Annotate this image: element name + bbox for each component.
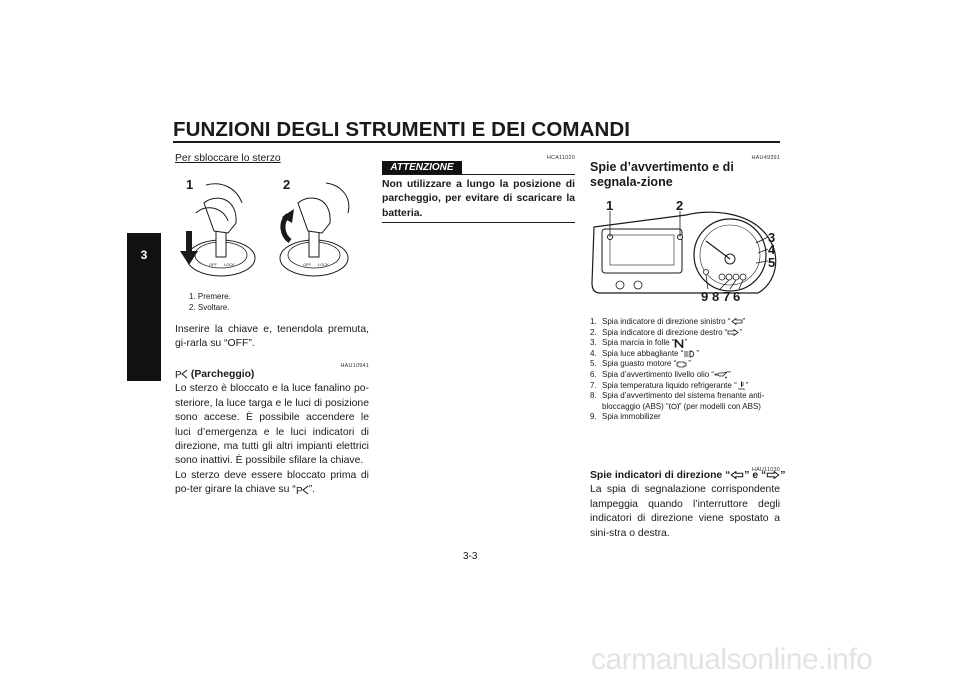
cluster-callout: 7 <box>723 289 731 304</box>
caption-item: 2. Svoltare. <box>189 302 230 312</box>
caption-item: 4. Spia luce abbagliante “ ” <box>590 348 700 358</box>
turn-signal-section <box>590 469 786 541</box>
cluster-callout: 4 <box>768 242 776 257</box>
ref-code: HCA11020 <box>546 155 575 161</box>
instrument-cluster-figure <box>590 197 780 315</box>
turn-signal-text: La spia di segnalazione corrispondente lampeggia quando l’interruttore degli indicatori di direzione viene spostato a sini-stra o destra. <box>590 484 780 539</box>
figure-callout-1: 1 <box>186 177 194 192</box>
svg-text:P: P <box>175 370 182 380</box>
coolant-temp-icon <box>737 381 746 390</box>
key-label-lock-right: LOCK <box>318 262 329 267</box>
left-column <box>175 152 369 166</box>
key-label-lock-left: LOCK <box>224 262 235 267</box>
park-icon <box>296 485 309 495</box>
cluster-callout: 1 <box>606 198 614 213</box>
high-beam-icon <box>683 350 696 358</box>
caption-item: 8. Spia d’avvertimento del sistema frenante anti-bloccaggio (ABS) “ ” (per modelli con ABS) <box>590 391 765 411</box>
turn-left-icon <box>731 318 743 325</box>
svg-text:P: P <box>295 485 303 495</box>
watermark: carmanualsonline.info <box>591 643 873 676</box>
cluster-callout: 8 <box>712 289 720 304</box>
caption-item: 2. Spia indicatore di direzione destro “ ” <box>590 327 743 337</box>
caption-item: 3. Spia marcia in folle “ ” <box>590 338 688 348</box>
park-icon <box>175 369 188 379</box>
engine-trouble-icon <box>676 360 688 368</box>
warning-lights-heading: Spie d’avvertimento e di segnala-zione <box>590 160 734 189</box>
park-section <box>175 368 369 498</box>
attention-text: Non utilizzare a lungo la posizione di parcheggio, per evitare di scaricare la batteria. <box>382 179 575 219</box>
caption-item: 5. Spia guasto motore “ ” <box>590 359 691 369</box>
page-number: 3-3 <box>463 551 478 562</box>
caption-item: 6. Spia d’avvertimento livello olio “ ” <box>590 369 731 379</box>
ref-code: HAU11030 <box>751 467 780 473</box>
figure-callout-2: 2 <box>283 177 291 192</box>
park-text: Lo sterzo è bloccato e la luce fanalino po-steriore, la luce targa e le luci di posizione sono accese. È possibile accendere le luci d’emergenza e le luci indicatori di direzione, ma tutti gli altri impianti elettrici sono inattivi. È possibile sfilare la chiave. <box>175 383 369 467</box>
page-title: FUNZIONI DEGLI STRUMENTI E DEI COMANDI <box>173 118 631 141</box>
header-rule <box>173 141 780 143</box>
caption-item: 7. Spia temperatura liquido refrigerante “ ” <box>590 380 749 390</box>
steering-unlock-subheading: Per sbloccare lo sterzo <box>175 153 281 164</box>
park-heading-label: (Parcheggio) <box>190 369 255 380</box>
key-label-off-right: OFF <box>303 262 311 267</box>
caption-item: 1. Premere. <box>189 292 231 301</box>
park-warning-text: Lo sterzo deve essere bloccato prima di po-ter girare la chiave su “ P ”. <box>175 469 369 496</box>
cluster-callout: 2 <box>676 198 684 213</box>
attention-rule-bottom <box>382 222 575 223</box>
oil-level-icon <box>714 371 728 379</box>
turn-right-icon <box>766 471 780 479</box>
attention-rule-top <box>382 174 575 175</box>
abs-icon <box>669 402 679 411</box>
turn-left-icon <box>730 471 744 479</box>
key-label-off-left: OFF <box>209 262 217 267</box>
left-figure-captions <box>177 292 367 313</box>
chapter-number: 3 <box>140 248 148 262</box>
attention-label: ATTENZIONE <box>382 161 462 175</box>
ref-code: HAU10941 <box>340 363 369 369</box>
cluster-callout: 6 <box>733 289 741 304</box>
park-heading <box>175 368 369 382</box>
neutral-icon <box>674 339 684 348</box>
caption-item: 1. Spia indicatore di direzione sinistro “ ” <box>590 317 746 326</box>
ignition-key-figure <box>176 173 358 283</box>
ref-code: HAU49391 <box>751 155 780 161</box>
cluster-callout: 9 <box>701 289 709 304</box>
cluster-captions <box>590 317 780 423</box>
caption-item: 9. Spia immobilizer <box>590 412 661 422</box>
turn-signal-heading: Spie indicatori di direzione “ ” e “ ” <box>590 470 786 481</box>
cluster-callout: 5 <box>768 255 776 270</box>
unlock-intro-text: Inserire la chiave e, tenendola premuta, gi-rarla su “OFF”. <box>175 324 369 350</box>
turn-right-icon <box>727 329 739 336</box>
cluster-callout: 3 <box>768 230 776 245</box>
